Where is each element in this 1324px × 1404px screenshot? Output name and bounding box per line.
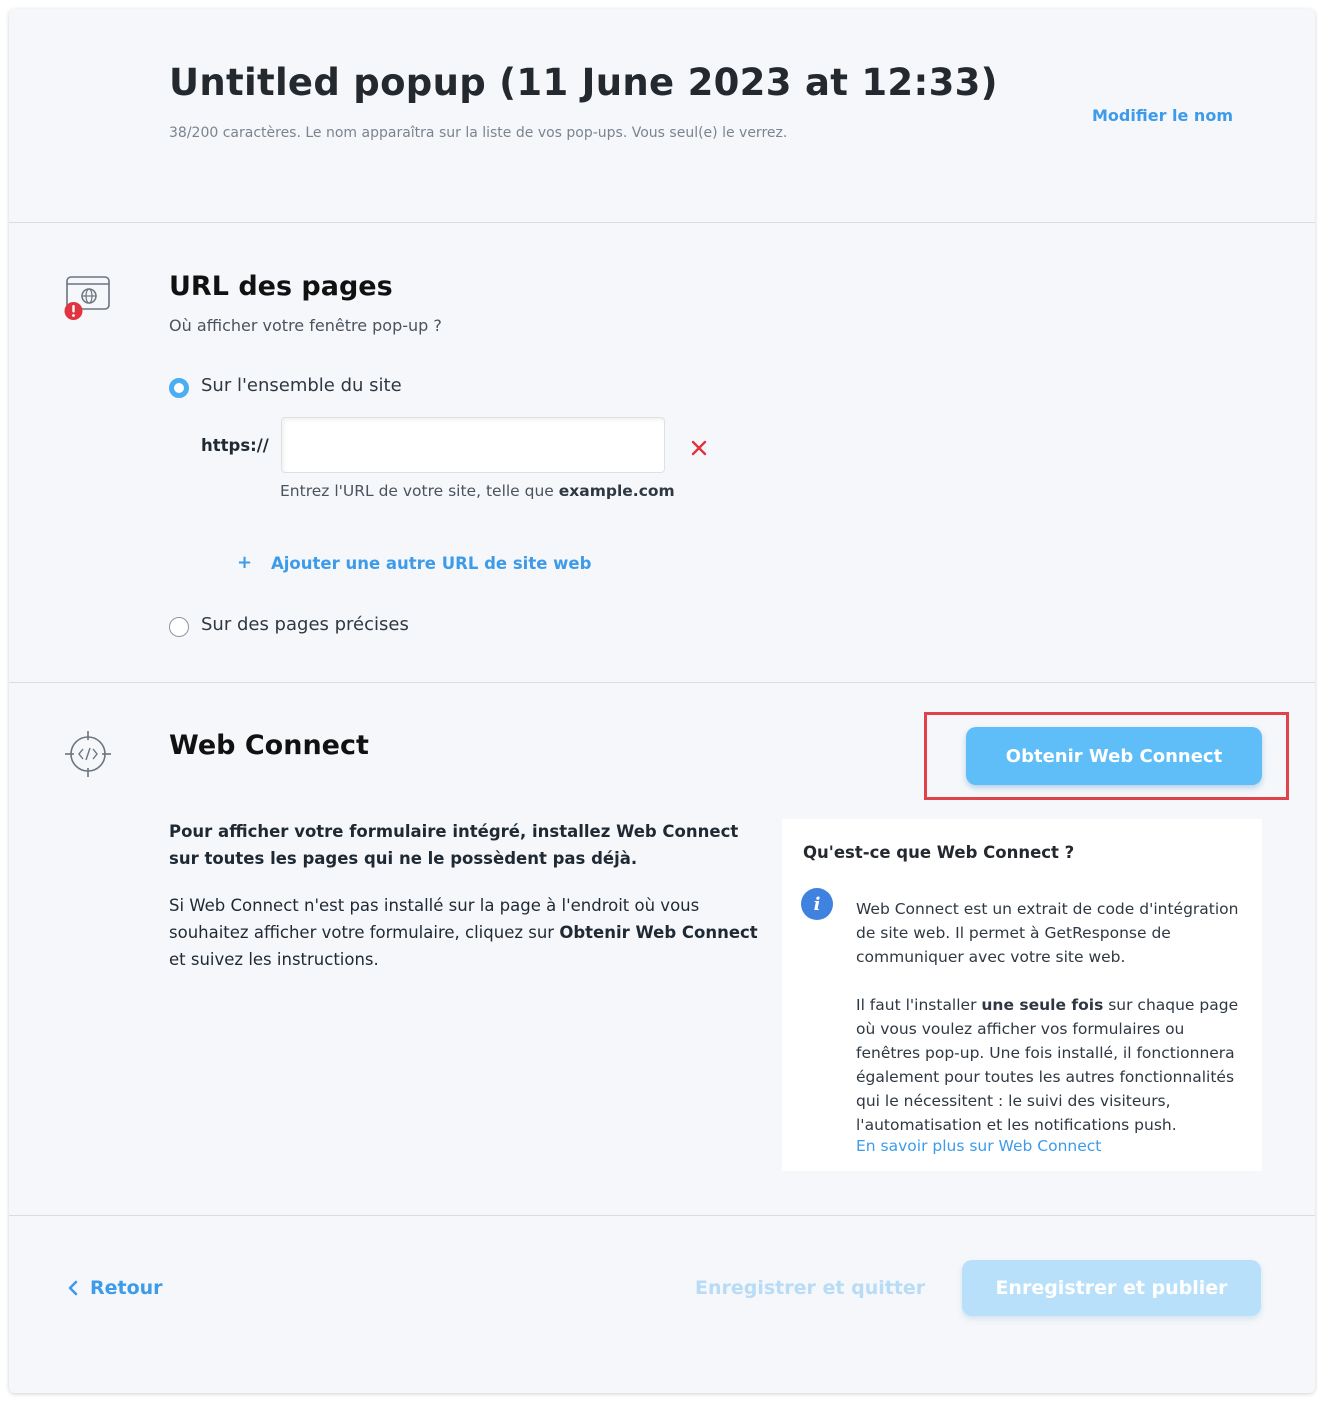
get-web-connect-button[interactable]: Obtenir Web Connect xyxy=(966,727,1262,785)
info-title: Qu'est-ce que Web Connect ? xyxy=(803,843,1075,862)
save-and-quit-button[interactable]: Enregistrer et quitter xyxy=(695,1277,926,1299)
url-hint-text: Entrez l'URL de votre site, telle que xyxy=(280,482,559,500)
url-hint-example: example.com xyxy=(558,482,675,500)
radio-whole-site[interactable] xyxy=(169,378,189,398)
info-text-2-bold: une seule fois xyxy=(981,996,1104,1014)
url-section-title: URL des pages xyxy=(169,271,393,302)
web-connect-instructions: Pour afficher votre formulaire intégré, installez Web Connect sur toutes les pages qui ne le possèdent pas déjà. xyxy=(169,822,739,868)
url-section-question: Où afficher votre fenêtre pop-up ? xyxy=(169,316,442,335)
chevron-left-icon[interactable] xyxy=(67,1279,79,1297)
web-connect-target-icon xyxy=(63,729,113,779)
remove-url-icon[interactable] xyxy=(690,439,708,457)
divider xyxy=(9,682,1315,683)
save-and-publish-button[interactable]: Enregistrer et publier xyxy=(962,1260,1261,1316)
web-connect-info-box xyxy=(782,819,1262,1171)
web-connect-help xyxy=(169,892,759,973)
help-text-bold: Obtenir Web Connect xyxy=(559,923,758,942)
info-text-2 xyxy=(856,993,1246,1137)
popup-settings-card xyxy=(9,9,1315,1393)
learn-more-link[interactable]: En savoir plus sur Web Connect xyxy=(856,1137,1102,1155)
divider xyxy=(9,222,1315,223)
help-text-end: et suivez les instructions. xyxy=(169,950,379,969)
help-text: Si Web Connect n'est pas installé sur la page à l'endroit où vous souhaitez afficher votre formulaire, cliquez sur xyxy=(169,896,700,942)
radio-specific-pages-label[interactable]: Sur des pages précises xyxy=(201,614,409,635)
add-url-link[interactable]: Ajouter une autre URL de site web xyxy=(271,554,592,573)
radio-whole-site-label[interactable]: Sur l'ensemble du site xyxy=(201,375,402,396)
name-hint: 38/200 caractères. Le nom apparaîtra sur la liste de vos pop-ups. Vous seul(e) le verrez. xyxy=(169,125,788,141)
back-link[interactable]: Retour xyxy=(90,1277,163,1299)
page-title: Untitled popup (11 June 2023 at 12:33) xyxy=(169,61,998,104)
url-input[interactable] xyxy=(281,417,665,473)
info-icon: i xyxy=(801,888,833,920)
browser-globe-error-icon xyxy=(63,274,113,324)
info-text-2-start: Il faut l'installer xyxy=(856,996,982,1014)
info-text-1: Web Connect est un extrait de code d'intégration de site web. Il permet à GetResponse de communiquer avec votre site web. xyxy=(856,900,1239,966)
radio-specific-pages[interactable] xyxy=(169,617,189,637)
rename-link[interactable]: Modifier le nom xyxy=(1092,106,1233,125)
web-connect-title: Web Connect xyxy=(169,730,369,761)
https-prefix: https:// xyxy=(201,436,269,455)
plus-icon[interactable]: + xyxy=(237,552,253,573)
divider xyxy=(9,1215,1315,1216)
info-text-2-end: sur chaque page où vous voulez afficher vos formulaires ou fenêtres pop-up. Une fois installé, il fonctionnera également pour toutes les autres fonctionnalités qui le nécessitent : le suivi des visiteurs, l'automatisation et les notifications push. xyxy=(856,996,1239,1134)
url-hint xyxy=(280,482,675,500)
